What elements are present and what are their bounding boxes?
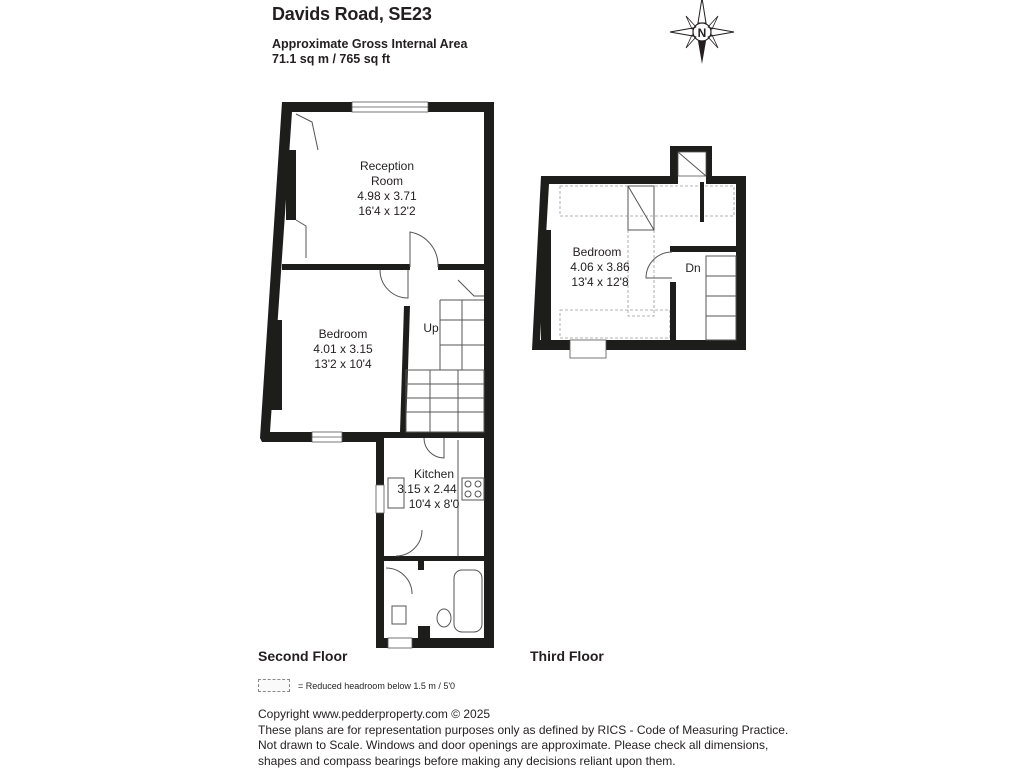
third-bedroom-name: Bedroom	[573, 245, 622, 259]
kitchen-imperial: 10'4 x 8'0	[409, 497, 460, 511]
area-heading: Approximate Gross Internal Area	[272, 37, 467, 52]
reduced-headroom-swatch	[258, 679, 290, 692]
stairs-down-label: Dn	[685, 261, 700, 275]
third-floor-label: Third Floor	[530, 648, 604, 664]
reception-room-metric: 4.98 x 3.71	[357, 189, 417, 203]
third-floor-plan	[532, 146, 746, 358]
third-bedroom-metric: 4.06 x 3.86	[570, 260, 630, 274]
compass-label: N	[698, 26, 707, 40]
bedroom-metric: 4.01 x 3.15	[313, 342, 373, 356]
reception-room-name-2: Room	[371, 174, 403, 188]
disclaimer-footer	[258, 707, 798, 769]
kitchen-metric: 3.15 x 2.44	[397, 482, 457, 496]
bedroom-imperial: 13'2 x 10'4	[314, 357, 372, 371]
legend-text: = Reduced headroom below 1.5 m / 5'0	[298, 681, 455, 691]
area-value: 71.1 sq m / 765 sq ft	[272, 52, 467, 67]
third-bedroom-imperial: 13'4 x 12'8	[571, 275, 629, 289]
kitchen-name: Kitchen	[414, 467, 454, 481]
copyright-text: Copyright www.pedderproperty.com © 2025	[258, 707, 798, 723]
disclaimer-line-1: These plans are for representation purposes only as defined by RICS - Code of Measuring Practice.	[258, 723, 798, 739]
stairs-up-label: Up	[423, 321, 439, 335]
second-floor-label: Second Floor	[258, 648, 347, 664]
reception-room-imperial: 16'4 x 12'2	[358, 204, 416, 218]
disclaimer-line-3: shapes and compass bearings before making any decisions reliant upon them.	[258, 754, 798, 769]
disclaimer-line-2: Not drawn to Scale. Windows and door openings are approximate. Please check all dimensions,	[258, 738, 798, 754]
reception-room-name-1: Reception	[360, 159, 414, 173]
bedroom-name: Bedroom	[319, 327, 368, 341]
compass-north-icon	[670, 0, 734, 64]
plan-title: Davids Road, SE23	[272, 4, 432, 25]
